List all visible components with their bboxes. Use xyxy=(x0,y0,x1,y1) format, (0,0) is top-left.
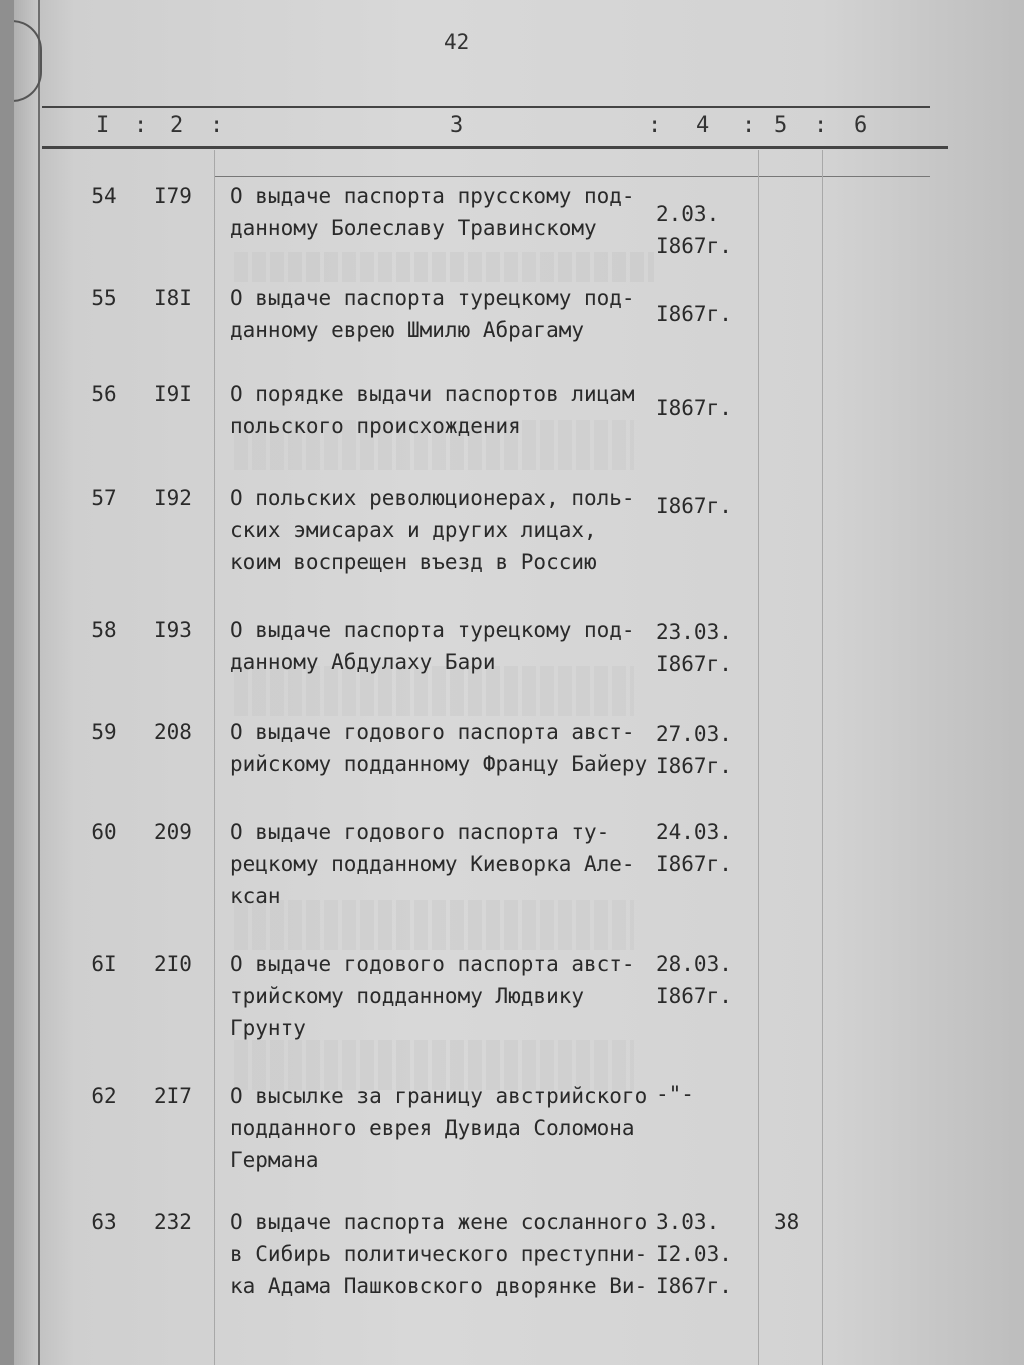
entry-date: 24.03. I867г. xyxy=(656,820,732,876)
entry-number: 60 xyxy=(91,820,117,844)
page-number: 42 xyxy=(444,30,470,54)
entry-title: О высылке за границу австрийского подданного еврея Дувида Соломона Германа xyxy=(230,1084,648,1172)
entry-title: О выдаче годового паспорта авст- трийскому подданному Людвику Грунту xyxy=(230,952,635,1040)
entry-sheet-count: 38 xyxy=(774,1210,800,1234)
document-number: 2I7 xyxy=(154,1084,192,1108)
entry-number: 54 xyxy=(91,184,117,208)
entry-title: О выдаче паспорта турецкому под- данному еврею Шмилю Абрагаму xyxy=(230,286,635,342)
column-number-1: I xyxy=(96,113,110,138)
document-number: 232 xyxy=(154,1210,192,1234)
entry-title: О выдаче паспорта турецкому под- данному Абдулаху Бари xyxy=(230,618,635,674)
entry-date: 28.03. I867г. xyxy=(656,952,732,1008)
entry-number: 58 xyxy=(91,618,117,642)
entry-number: 6I xyxy=(91,952,117,976)
entry-date: 3.03. I2.03. I867г. xyxy=(656,1210,732,1298)
column-number-5: 5 xyxy=(774,113,788,138)
column-divider xyxy=(214,150,215,1365)
column-separator: : xyxy=(134,113,148,138)
header-rule-bottom xyxy=(42,146,948,149)
column-separator: : xyxy=(210,113,224,138)
entry-number: 57 xyxy=(91,486,117,510)
entry-title: О выдаче годового паспорта авст- рийскому подданному Францу Байеру xyxy=(230,720,648,776)
column-separator: : xyxy=(648,113,662,138)
document-number: I8I xyxy=(154,286,192,310)
entry-date: 23.03. I867г. xyxy=(656,620,732,676)
entry-date: I867г. xyxy=(656,396,732,420)
entry-date: I867г. xyxy=(656,302,732,326)
entry-number: 56 xyxy=(91,382,117,406)
column-divider xyxy=(758,150,759,1365)
document-number: 208 xyxy=(154,720,192,744)
column-number-2: 2 xyxy=(170,113,184,138)
entry-title: О выдаче годового паспорта ту- рецкому подданному Киеворка Але- ксан xyxy=(230,820,635,908)
entry-title: О польских революционерах, поль- ских эмисарах и других лицах, коим воспрещен въезд в Россию xyxy=(230,486,635,574)
bleed-through-text xyxy=(234,252,654,282)
document-page xyxy=(14,0,1024,1365)
entry-title: О выдаче паспорта прусскому под- данному Болеславу Травинскому xyxy=(230,184,635,240)
column-separator: : xyxy=(814,113,828,138)
column-number-3: 3 xyxy=(450,113,464,138)
entry-date: -"- xyxy=(656,1082,694,1106)
document-number: I93 xyxy=(154,618,192,642)
document-number: I9I xyxy=(154,382,192,406)
header-rule-top xyxy=(42,106,930,108)
document-number: 209 xyxy=(154,820,192,844)
document-number: 2I0 xyxy=(154,952,192,976)
entry-date: 27.03. I867г. xyxy=(656,722,732,778)
entry-number: 62 xyxy=(91,1084,117,1108)
entry-number: 63 xyxy=(91,1210,117,1234)
entry-date: 2.03. I867г. xyxy=(656,202,732,258)
entry-title: О порядке выдачи паспортов лицам польского происхождения xyxy=(230,382,635,438)
entry-title: О выдаче паспорта жене сосланного в Сибирь политического преступни- ка Адама Пашковского дворянке Ви- xyxy=(230,1210,648,1298)
column-number-4: 4 xyxy=(696,113,710,138)
document-number: I79 xyxy=(154,184,192,208)
entry-number: 55 xyxy=(91,286,117,310)
entry-number: 59 xyxy=(91,720,117,744)
document-number: I92 xyxy=(154,486,192,510)
column-number-6: 6 xyxy=(854,113,868,138)
column-separator: : xyxy=(742,113,756,138)
previous-sheet-edge xyxy=(14,0,40,1365)
entry-date: I867г. xyxy=(656,494,732,518)
column-divider xyxy=(822,150,823,1365)
